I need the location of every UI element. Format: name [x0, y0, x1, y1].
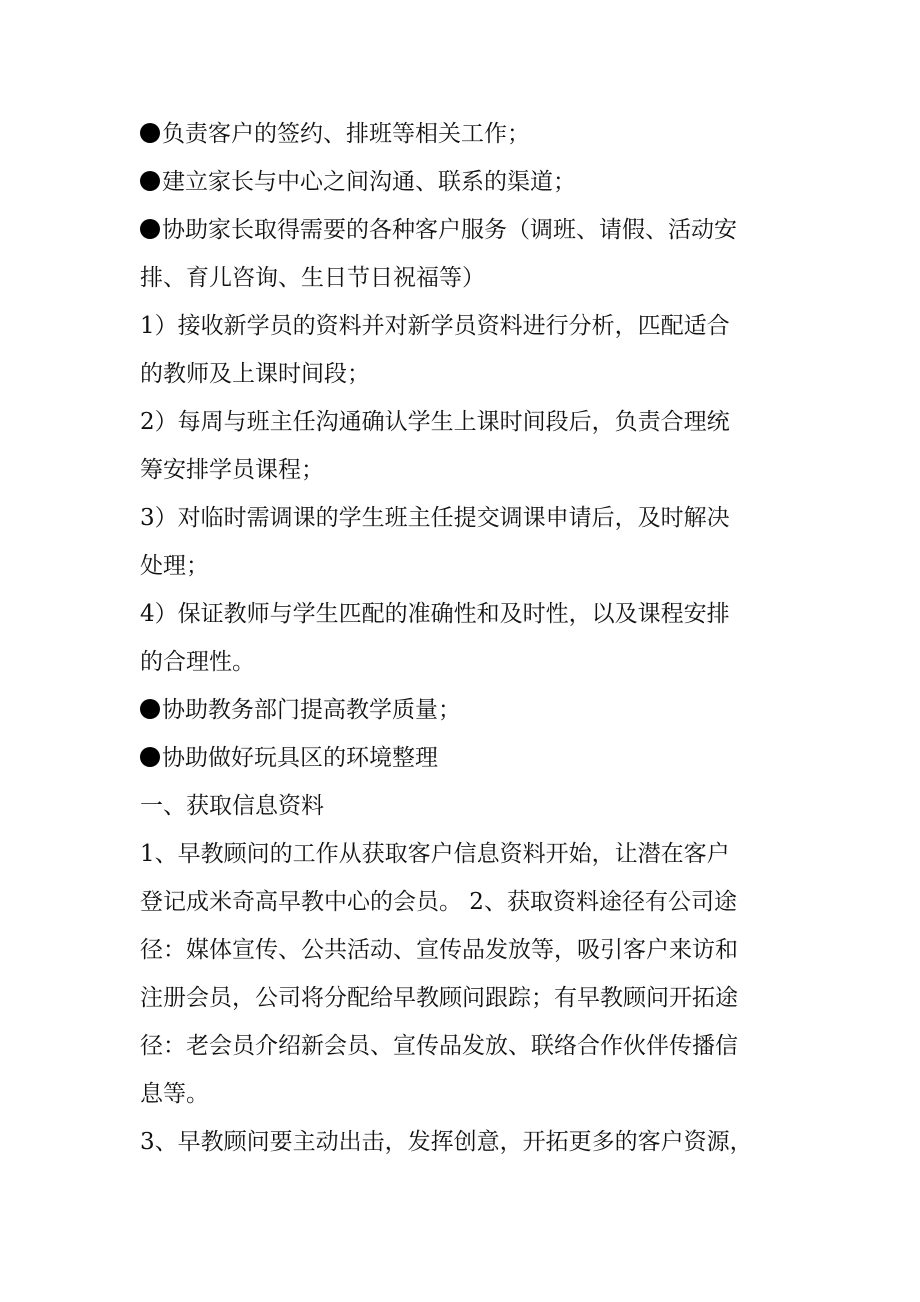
text-line [140, 974, 790, 1022]
text-line [140, 398, 790, 446]
text-line-content: 登记成米奇高早教中心的会员。 2、获取资料途径有公司途 [140, 889, 737, 915]
text-line-content: 筹安排学员课程； [140, 457, 324, 483]
bullet-icon [140, 219, 160, 239]
text-line-content: 建立家长与中心之间沟通、联系的渠道； [162, 169, 576, 195]
text-line-content: 协助教务部门提高教学质量； [162, 697, 461, 723]
text-line-content: 注册会员，公司将分配给早教顾问跟踪；有早教顾问开拓途 [140, 985, 738, 1011]
text-line-content: 排、育儿咨询、生日节日祝福等） [140, 265, 485, 291]
text-line [140, 446, 790, 494]
text-line [140, 830, 790, 878]
document-body [140, 110, 790, 1166]
text-line [140, 590, 790, 638]
text-line [140, 878, 790, 926]
text-line-content: 负责客户的签约、排班等相关工作； [162, 121, 530, 147]
text-line-content: 3、早教顾问要主动出击，发挥创意，开拓更多的客户资源， [140, 1129, 753, 1155]
text-line [140, 638, 790, 686]
text-line [140, 926, 790, 974]
text-line [140, 782, 790, 830]
text-line [140, 1022, 790, 1070]
text-line-content: 协助家长取得需要的各种客户服务（调班、请假、活动安 [162, 217, 737, 243]
text-line [140, 686, 790, 734]
text-line [140, 110, 790, 158]
bullet-icon [140, 171, 160, 191]
text-line [140, 158, 790, 206]
text-line [140, 1118, 790, 1166]
text-line [140, 302, 790, 350]
text-line-content: 2）每周与班主任沟通确认学生上课时间段后，负责合理统 [140, 409, 730, 435]
text-line [140, 494, 790, 542]
text-line-content: 的合理性。 [140, 649, 255, 675]
text-line-content: 一、获取信息资料 [140, 793, 324, 819]
bullet-icon [140, 699, 160, 719]
text-line-content: 径：媒体宣传、公共活动、宣传品发放等，吸引客户来访和 [140, 937, 738, 963]
bullet-icon [140, 123, 160, 143]
text-line-content: 3）对临时需调课的学生班主任提交调课申请后，及时解决 [140, 505, 730, 531]
text-line [140, 206, 790, 254]
text-line-content: 1、早教顾问的工作从获取客户信息资料开始，让潜在客户 [140, 841, 730, 867]
text-line-content: 的教师及上课时间段； [140, 361, 370, 387]
text-line-content: 径：老会员介绍新会员、宣传品发放、联络合作伙伴传播信 [140, 1033, 738, 1059]
text-line-content: 4）保证教师与学生匹配的准确性和及时性，以及课程安排 [140, 601, 730, 627]
text-line [140, 542, 790, 590]
text-line-content: 协助做好玩具区的环境整理 [162, 745, 438, 771]
text-line-content: 息等。 [140, 1081, 209, 1107]
text-line-content: 处理； [140, 553, 209, 579]
bullet-icon [140, 747, 160, 767]
text-line-content: 1）接收新学员的资料并对新学员资料进行分析，匹配适合 [140, 313, 730, 339]
text-line [140, 254, 790, 302]
text-line [140, 1070, 790, 1118]
text-line [140, 734, 790, 782]
text-line [140, 350, 790, 398]
